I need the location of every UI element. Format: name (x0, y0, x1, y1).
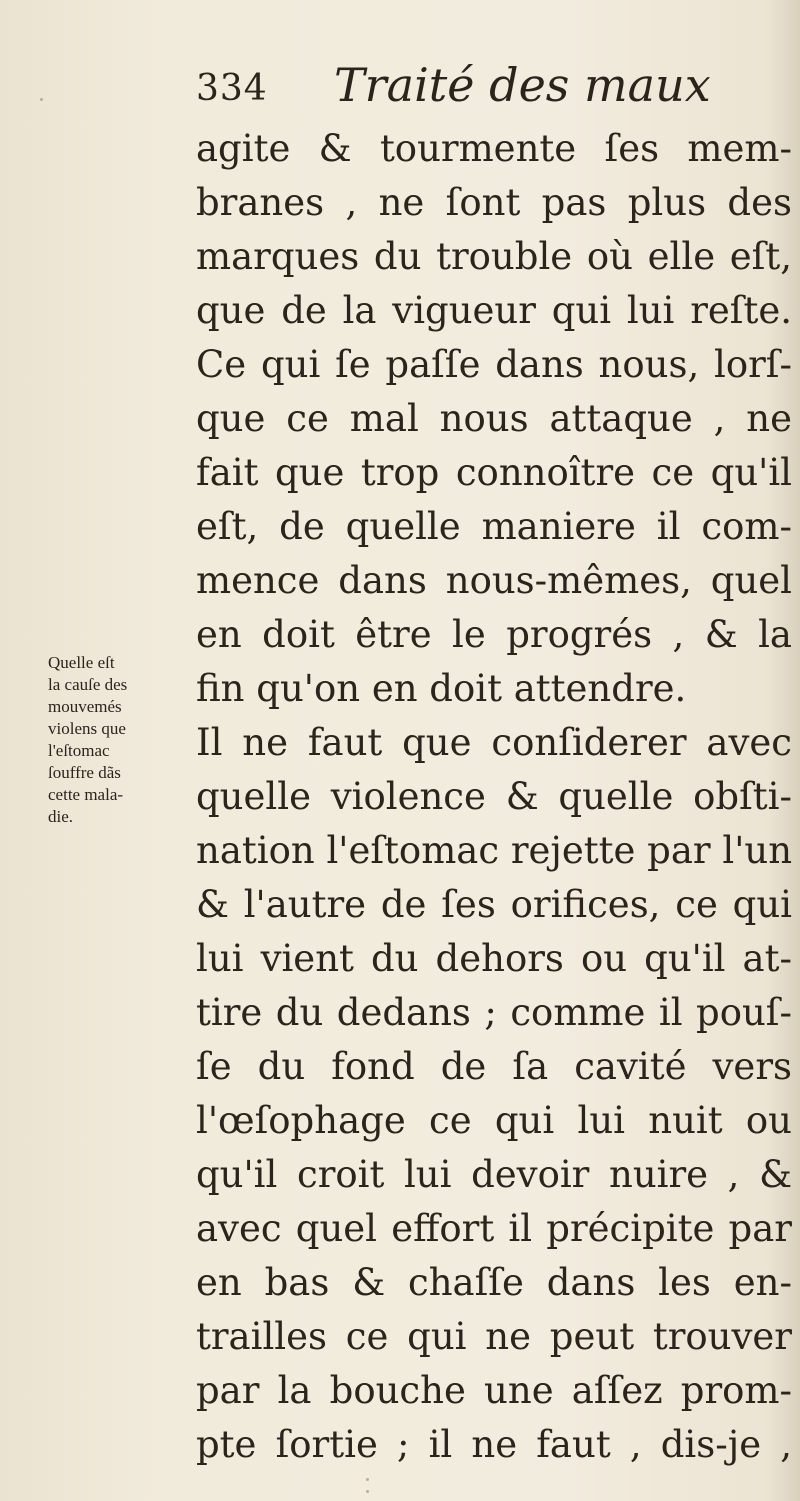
text-line: Ce qui ſe paſſe dans nous, lorſ- (196, 343, 792, 386)
text-line: en doit être le progrés , & la (196, 613, 792, 656)
margin-note-line: la cauſe des (48, 675, 128, 694)
margin-note-line: mouvemés (48, 697, 122, 716)
text-line: mence dans nous-mêmes, quel (196, 559, 792, 602)
text-line: nation l'eſtomac rejette par l'un (196, 829, 793, 872)
text-line: que de la vigueur qui lui reſte. (196, 289, 792, 332)
text-line: branes , ne ſont pas plus des (196, 181, 792, 224)
running-head (196, 58, 716, 118)
text-line: eſt, de quelle maniere il com- (196, 505, 792, 548)
text-line: ſe du fond de ſa cavité vers (196, 1045, 792, 1088)
paper-speck (40, 98, 43, 101)
text-line: fait que trop connoître ce qu'il (196, 451, 792, 494)
text-line: agite & tourmente ſes mem- (196, 127, 792, 170)
margin-note-line: l'eſtomac (48, 741, 110, 760)
text-line: par la bouche une aſſez prom- (196, 1369, 792, 1412)
margin-note-line: ſouffre dãs (48, 763, 121, 782)
text-line: tire du dedans ; comme il pouſ- (196, 991, 792, 1034)
text-line: avec quel effort il précipite par (196, 1207, 792, 1250)
paper-speck (366, 1490, 369, 1493)
paper-speck (366, 1478, 369, 1481)
text-line: fin qu'on en doit attendre. (196, 667, 687, 710)
text-line: que ce mal nous attaque , ne (196, 397, 792, 440)
running-title: Traité des maux (334, 58, 711, 112)
text-line: pte ſortie ; il ne faut , dis-je , (196, 1423, 792, 1466)
text-line: qu'il croit lui devoir nuire , & (196, 1153, 792, 1196)
page-number: 334 (196, 68, 268, 109)
text-line: lui vient du dehors ou qu'il at- (196, 937, 792, 980)
text-line: trailles ce qui ne peut trouver (196, 1315, 792, 1358)
text-line: l'œſophage ce qui lui nuit ou (196, 1099, 792, 1142)
margin-note (48, 652, 188, 828)
body-text (196, 122, 792, 1472)
margin-note-line: Quelle eſt (48, 653, 115, 672)
text-line: Il ne faut que conſiderer avec (196, 721, 792, 764)
margin-note-line: cette mala- (48, 785, 124, 804)
text-line: quelle violence & quelle obſti- (196, 775, 792, 818)
margin-note-line: die. (48, 807, 74, 826)
margin-note-line: violens que (48, 719, 126, 738)
text-line: & l'autre de ſes orifices, ce qui (196, 883, 792, 926)
text-line: marques du trouble où elle eſt, (196, 235, 792, 278)
text-line: en bas & chaſſe dans les en- (196, 1261, 792, 1304)
